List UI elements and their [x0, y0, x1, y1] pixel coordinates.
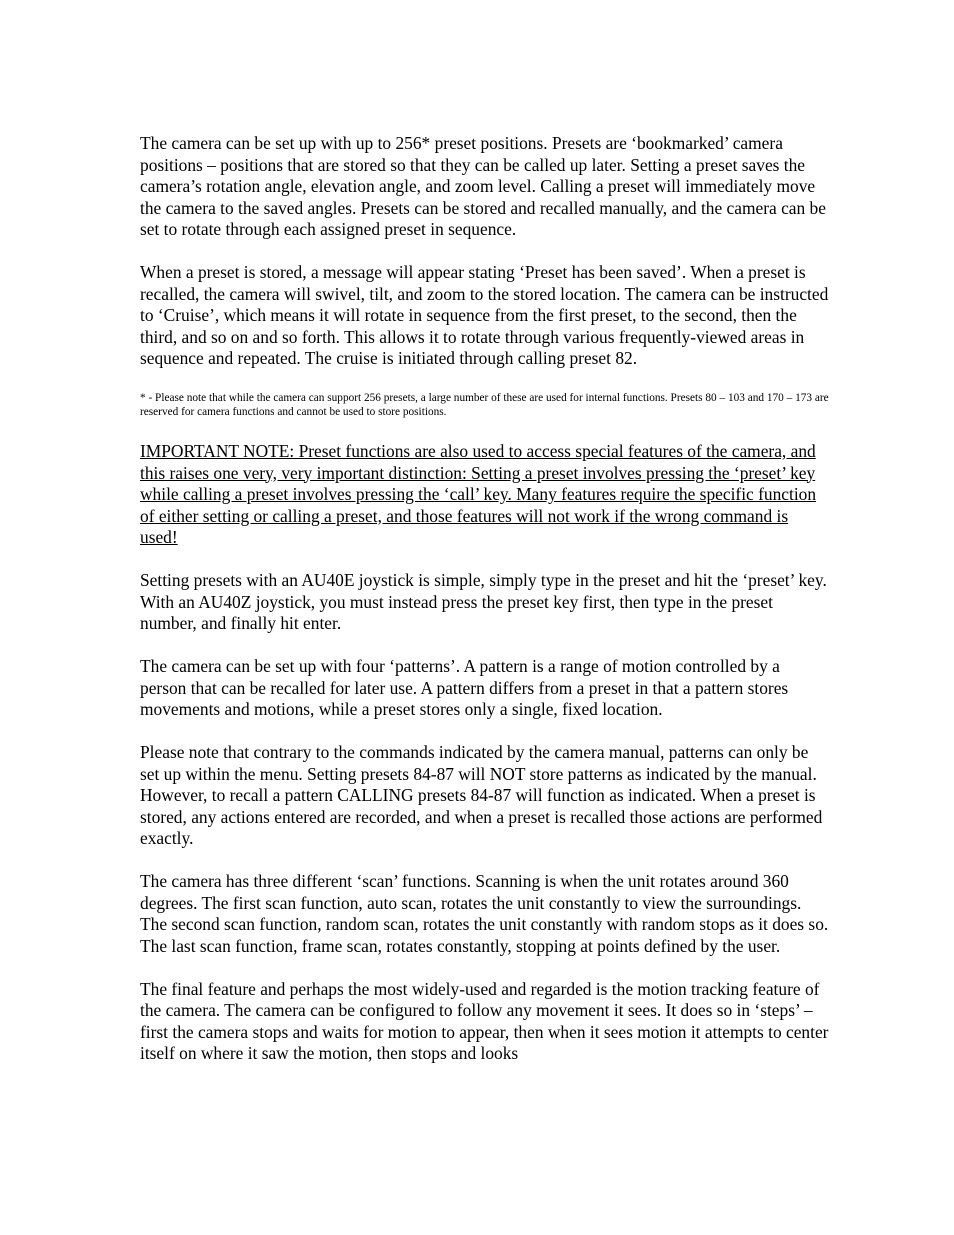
paragraph-presets-intro: The camera can be set up with up to 256* preset positions. Presets are ‘bookmarked’ camera positions – positions that are stored so that they can be called up later. Setting a preset saves the camera’s rotation angle, elevation angle, and zoom level. Calling a preset will immediately move the camera to the saved angles. Presets can be stored and recalled manually, and the camera can be set to rotate through each assigned preset in sequence. — [140, 133, 826, 239]
paragraph-important-note: IMPORTANT NOTE: Preset functions are also used to access special features of the camera, and this raises one very, very important distinction: Setting a preset involves pressing the ‘preset’ key while calling a preset involves pressing the ‘call’ key. Many features require the specific function of either setting or calling a preset, and those features will not work if the wrong command is used! — [140, 441, 817, 547]
paragraph-setting-presets: Setting presets with an AU40E joystick is simple, simply type in the preset and hit the ‘preset’ key. With an AU40Z joystick, you must instead press the preset key first, then type in the preset number, and finally hit enter. — [140, 570, 827, 633]
paragraph-pattern-note: Please note that contrary to the commands indicated by the camera manual, patterns can only be set up within the menu. Setting presets 84-87 will NOT store patterns as indicated by the manual. However, to recall a pattern CALLING presets 84-87 will function as indicated. When a preset is stored, any actions entered are recorded, and when a preset is recalled those actions are performed exactly. — [140, 742, 823, 848]
footnote-preset-limits: * - Please note that while the camera can support 256 presets, a large number of these are used for internal functions. Presets 80 – 103 and 170 – 173 are reserved for camera functions and cannot be used to store positions. — [140, 392, 829, 418]
paragraph-patterns: The camera can be set up with four ‘patterns’. A pattern is a range of motion controlled by a person that can be recalled for later use. A pattern differs from a preset in that a pattern stores movements and motions, while a preset stores only a single, fixed location. — [140, 656, 789, 719]
document-page — [140, 133, 830, 1086]
paragraph-scan-functions: The camera has three different ‘scan’ functions. Scanning is when the unit rotates around 360 degrees. The first scan function, auto scan, rotates the unit constantly to view the surroundings. The second scan function, random scan, rotates the unit constantly with random stops as it does so. The last scan function, frame scan, rotates constantly, stopping at points defined by the user. — [140, 871, 829, 956]
paragraph-preset-cruise: When a preset is stored, a message will appear stating ‘Preset has been saved’. When a preset is recalled, the camera will swivel, tilt, and zoom to the stored location. The camera can be instructed to ‘Cruise’, which means it will rotate in sequence from the first preset, to the second, then the third, and so on and so forth. This allows it to rotate through various frequently-viewed areas in sequence and repeated. The cruise is initiated through calling preset 82. — [140, 262, 829, 368]
paragraph-motion-tracking: The final feature and perhaps the most widely-used and regarded is the motion tracking feature of the camera. The camera can be configured to follow any movement it sees. It does so in ‘steps’ – first the camera stops and waits for motion to appear, then when it sees motion it attempts to center itself on where it saw the motion, then stops and looks — [140, 978, 829, 1063]
